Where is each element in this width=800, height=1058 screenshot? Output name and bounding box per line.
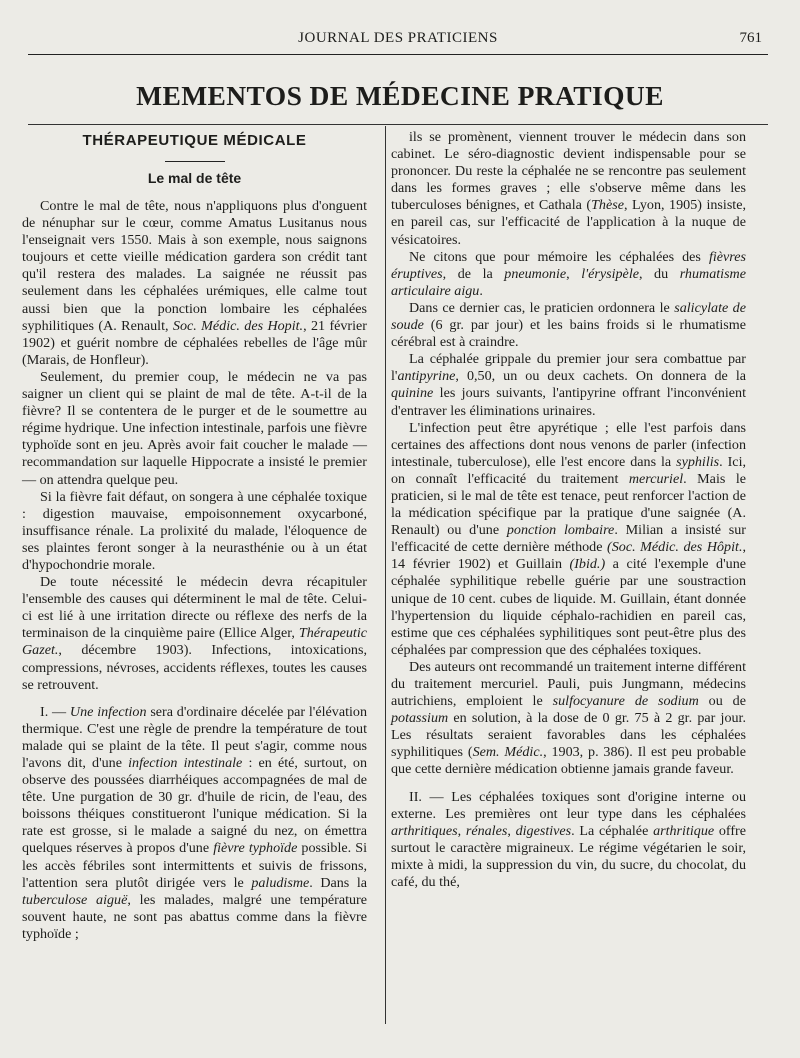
page-number: 761 <box>739 30 762 46</box>
text-run: Contre le mal de tête, nous n'appliquons plus d'onguent de nénuphar sur le cœur, comme Amatus Lusitanus nous l'enseignait vers 1550. Mais à son exemple, nous saignons toujours et cette vieille médication gardera son crédit tant qu'il restera des malades. La saignée ne réussit pas seulement dans les céphalées urémiques, elle calme tout aussi bien que la ponction lombaire les céphalées syphilitiques (A. Renault, <box>22 198 367 334</box>
paragraph <box>391 300 746 351</box>
italic-text: Sem. Médic. <box>472 744 544 761</box>
text-run: , Lyon, 1905) insiste, en pareil cas, sur l'efficacité de l'application à la nuque de vésicatoires. <box>391 197 747 248</box>
text-run: , les malades, malgré une température souvent haute, ne sont pas abattus comme dans la fièvre typhoïde ; <box>22 891 367 942</box>
text-run: . <box>479 282 483 299</box>
paragraph <box>22 198 367 369</box>
paragraph <box>391 659 746 779</box>
text-run: Dans ce dernier cas, le praticien ordonnera le <box>409 299 675 316</box>
running-header <box>28 30 768 52</box>
italic-text: (Soc. Médic. des Hôpit. <box>607 539 743 556</box>
text-run: . Ici, on connaît l'efficacité du traitement <box>391 453 747 487</box>
text-run: (6 gr. par jour) et les bains froids si le rhumatisme cérébral est à craindre. <box>391 317 746 351</box>
text-run: possible. Si les accès fébriles sont intermittents et suivis de frissons, l'attention sera plutôt dirigée vers le <box>22 840 367 891</box>
italic-text: ponction lombaire <box>506 522 615 539</box>
text-run: , du <box>639 265 680 282</box>
italic-text: infection intestinale <box>128 755 243 771</box>
column-divider <box>385 126 386 1024</box>
italic-text: digestives <box>515 822 572 839</box>
section-rule <box>165 161 225 162</box>
text-run: , 0,50, un ou deux cachets. On donnera de la <box>455 368 746 385</box>
italic-text: potassium <box>391 710 449 727</box>
left-column <box>22 126 367 943</box>
italic-text: fièvre typhoïde <box>213 840 298 857</box>
text-run: , de la <box>442 265 505 282</box>
italic-text: (Ibid.) <box>569 556 606 573</box>
header-rule <box>28 54 768 55</box>
text-run: , <box>457 822 466 839</box>
text-run: , 1903, p. 386). Il est peu probable que cette dernière médication obtienne jamais grande faveur. <box>391 744 747 778</box>
italic-text: salicylate de soude <box>391 299 746 334</box>
text-run: offre surtout le caractère migraineux. Le régime végétarien le soir, mixte à midi, la suppression du vin, du sucre, du chocolat, du café, du thé, <box>391 822 747 891</box>
italic-text: Une infection <box>69 703 147 720</box>
paragraph <box>391 420 746 659</box>
text-run: ou de <box>698 693 746 710</box>
italic-text: sulfocyanure de sodium <box>552 693 699 710</box>
right-column <box>391 129 746 891</box>
section-heading: THÉRAPEUTIQUE MÉDICALE <box>82 132 307 149</box>
italic-text: Thérapeutic Gazet. <box>22 625 367 659</box>
paragraph <box>391 129 746 249</box>
italic-text: tuberculose aiguë <box>22 891 128 908</box>
text-run: . La céphalée <box>571 822 654 839</box>
text-run: , <box>507 822 516 839</box>
text-run: a cité l'exemple d'une céphalée syphilitique rebelle guérie par une soustraction unique de 10 cent. cubes de liquide. M. Guillain, étant donnée l'hypertension du liquide céphalo-rachidien en pareil cas, estime que ces céphalées syphilitiques sont peut-être plus des céphalées par compression que des céphalées toxiques. <box>391 556 746 658</box>
text-run: . Dans la <box>309 874 367 891</box>
italic-text: fièvres éruptives <box>391 248 746 282</box>
paragraph <box>22 489 367 574</box>
text-run: L'infection peut être apyrétique ; elle l'est parfois dans certaines des affections dont nous venons de parler (infection intestinale, tuberculose), elle l'est encore dans la <box>391 419 746 470</box>
text-run: les jours suivants, l'antipyrine offrant l'inconvénient d'entraver les éliminations urinaires. <box>391 385 746 419</box>
journal-name: JOURNAL DES PRATICIENS <box>298 30 498 46</box>
paragraph <box>391 249 746 300</box>
italic-text: l'érysipèle <box>581 265 639 282</box>
paragraph <box>22 574 367 694</box>
page-title: MEMENTOS DE MÉDECINE PRATIQUE <box>136 80 664 111</box>
italic-text: quinine <box>391 385 434 402</box>
italic-text: rhumatisme articulaire aigu <box>391 265 746 299</box>
italic-text: mercuriel <box>628 470 684 487</box>
text-run: Si la fièvre fait défaut, on songera à une céphalée toxique : digestion mauvaise, empoisonnement oxycarboné, insuffisance rénale. La prolixité du malade, l'éloquence de ses plaintes feront songer à la neurasthénie ou à un état d'hypochondrie morale. <box>22 488 367 573</box>
text-run: Seulement, du premier coup, le médecin ne va pas saigner un client qui se plaint de mal de tête. A-t-il de la fièvre? Il se contentera de le purger et de le soumettre au régime hydrique. Une infection intestinale, parfois une fièvre typhoïde sont en jeu. Après avoir fait coucher le malade — recommandation sur laquelle Hippocrate a insisté le premier — on attendra quelque peu. <box>22 368 367 488</box>
right-column-body <box>391 129 746 891</box>
text-run: sera d'ordinaire décelée par l'élévation thermique. C'est une règle de prendre la température de tout malade qui se plaint de la tête. Il peut s'agir, comme nous l'avons dit, d'une <box>22 703 367 771</box>
italic-text: arthritique <box>653 822 715 839</box>
paragraph <box>391 789 746 892</box>
italic-text: rénales <box>465 822 508 839</box>
paragraph <box>391 351 746 419</box>
text-run: Ne citons que pour mémoire les céphalées des <box>409 248 709 265</box>
text-run: , décembre 1903). Infections, intoxications, compressions, névroses, accidents réflexes, toutes les causes se retrouvent. <box>22 642 367 693</box>
italic-text: paludisme <box>251 874 310 891</box>
italic-text: syphilis <box>676 453 720 470</box>
title-rule <box>28 124 768 125</box>
italic-text: Thèse <box>591 197 624 214</box>
article-title: Le mal de tête <box>147 170 242 186</box>
italic-text: Soc. Médic. des Hopit. <box>172 317 304 334</box>
text-run: ils se promènent, viennent trouver le médecin dans son cabinet. Le séro-diagnostic devient indispensable pour se prononcer. Du reste la céphalée ne se rencontre pas seulement dans les formes graves ; elle s'observe même dans les tuberculoses bénignes, et Cathala ( <box>391 129 746 214</box>
text-run: La céphalée grippale du premier jour sera combattue par l' <box>391 351 746 385</box>
text-run: Des auteurs ont recommandé un traitement interne différent du traitement mercuriel. Pauli, puis Jungmann, médecins autrichiens, emploient le <box>391 658 746 710</box>
text-run: I. — <box>40 703 70 720</box>
paragraph <box>22 704 367 943</box>
italic-text: arthritiques <box>391 822 458 839</box>
text-run: , 21 février 1902) et guérit nombre de céphalées rebelles de l'âge mûr (Marais, de Honfleur). <box>22 317 367 368</box>
text-run: De toute nécessité le médecin devra récapituler l'ensemble des causes qui déterminent le mal de tête. Celui-ci est lié à une irritation directe ou réflexe des nerfs de la terminaison de la cinquième paire (Ellice Alger, <box>22 574 367 642</box>
text-run: : en été, surtout, on observe des poussées diarrhéiques accompagnées de mal de tête. Une purgation de 30 gr. d'huile de ricin, de l'eau, des boissons théiques constitueront l'unique médication. Si la rate est grosse, si le malade a saigné du nez, on émettra quelques réserves à propos d'une <box>22 755 367 857</box>
text-run: en solution, à la dose de 0 gr. 75 à 2 gr. par jour. Les résultats seraient favorables dans les céphalées syphilitiques ( <box>391 710 746 761</box>
paragraph <box>22 369 367 489</box>
text-run: . Milian a insisté sur l'efficacité de cette dernière méthode <box>391 522 746 556</box>
text-run: II. — Les céphalées toxiques sont d'origine interne ou externe. Les premières ont leur type dans les céphalées <box>391 788 746 822</box>
left-column-body <box>22 198 367 943</box>
text-run: , <box>566 265 582 282</box>
italic-text: pneumonie <box>504 265 567 282</box>
text-run: . Mais le praticien, si le mal de tête est tenace, peut renforcer l'action de la médication spécifique par la pratique d'une saignée (A. Renault) ou d'une <box>391 470 746 539</box>
text-run: , 14 février 1902) et Guillain <box>391 539 746 573</box>
italic-text: antipyrine <box>397 368 456 385</box>
